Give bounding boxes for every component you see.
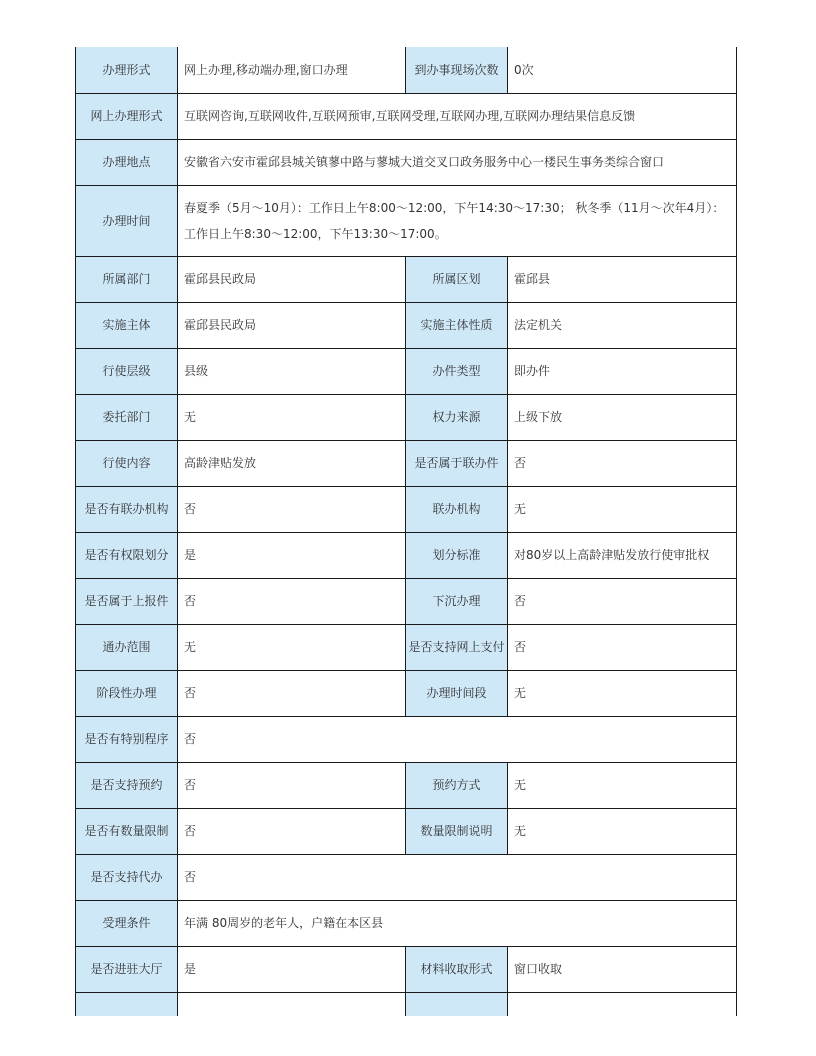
table-row [76, 256, 737, 302]
field-value: 否 [508, 440, 737, 486]
field-label: 通办范围 [76, 624, 178, 670]
field-label: 预约方式 [406, 762, 508, 808]
field-label: 办理时间 [76, 185, 178, 256]
service-info-body [76, 47, 737, 1016]
table-row [76, 578, 737, 624]
field-value: 互联网咨询,互联网收件,互联网预审,互联网受理,互联网办理,互联网办理结果信息反馈 [178, 93, 737, 139]
field-value: 是 [178, 946, 406, 992]
field-value: 高龄津贴发放 [178, 440, 406, 486]
table-row [76, 900, 737, 946]
field-label: 办件类型 [406, 348, 508, 394]
field-label: 是否进驻大厅 [76, 946, 178, 992]
field-label: 办理形式 [76, 47, 178, 93]
field-value: 春夏季（5月～10月）：工作日上午8:00～12:00，下午14:30～17:30； 秋冬季（11月～次年4月）：工作日上午8:30～12:00，下午13:30～17:00。 [178, 185, 737, 256]
field-label: 权力来源 [406, 394, 508, 440]
field-value: 是 [178, 532, 406, 578]
field-value: 县级 [178, 348, 406, 394]
table-row [76, 946, 737, 992]
field-label: 委托部门 [76, 394, 178, 440]
field-value: 窗口收取 [508, 946, 737, 992]
field-label: 所属部门 [76, 256, 178, 302]
table-row [76, 486, 737, 532]
table-row [76, 762, 737, 808]
field-label: 实施主体性质 [406, 302, 508, 348]
field-label: 数量限制说明 [406, 808, 508, 854]
field-label: 是否支持代办 [76, 854, 178, 900]
field-label: 阶段性办理 [76, 670, 178, 716]
field-value: 无 [178, 394, 406, 440]
field-label: 是否有权限划分 [76, 532, 178, 578]
field-value: 否 [178, 762, 406, 808]
field-value [178, 992, 406, 1016]
table-row [76, 532, 737, 578]
field-value: 无 [508, 486, 737, 532]
field-label: 是否属于上报件 [76, 578, 178, 624]
table-row [76, 440, 737, 486]
field-label [76, 992, 178, 1016]
field-value [508, 992, 737, 1016]
field-label: 办理时间段 [406, 670, 508, 716]
field-value: 网上办理,移动端办理,窗口办理 [178, 47, 406, 93]
field-label: 材料收取形式 [406, 946, 508, 992]
field-label: 行使内容 [76, 440, 178, 486]
field-label: 办理地点 [76, 139, 178, 185]
field-value: 对80岁以上高龄津贴发放行使审批权 [508, 532, 737, 578]
field-label: 是否有特别程序 [76, 716, 178, 762]
field-label: 是否属于联办件 [406, 440, 508, 486]
field-label: 网上办理形式 [76, 93, 178, 139]
field-value: 即办件 [508, 348, 737, 394]
field-label: 到办事现场次数 [406, 47, 508, 93]
field-value: 无 [508, 808, 737, 854]
table-row [76, 808, 737, 854]
field-label: 实施主体 [76, 302, 178, 348]
field-value: 否 [508, 624, 737, 670]
table-row [76, 394, 737, 440]
field-value: 0次 [508, 47, 737, 93]
table-row [76, 93, 737, 139]
field-value: 否 [178, 670, 406, 716]
field-value: 否 [178, 808, 406, 854]
field-value: 霍邱县 [508, 256, 737, 302]
field-value: 无 [508, 762, 737, 808]
field-value: 否 [178, 486, 406, 532]
field-value: 法定机关 [508, 302, 737, 348]
table-row [76, 716, 737, 762]
table-row [76, 348, 737, 394]
field-label: 下沉办理 [406, 578, 508, 624]
field-value: 霍邱县民政局 [178, 256, 406, 302]
field-label: 是否有联办机构 [76, 486, 178, 532]
field-label: 是否支持网上支付 [406, 624, 508, 670]
table-row [76, 139, 737, 185]
service-info-table [75, 47, 737, 1016]
field-value: 否 [178, 716, 737, 762]
table-row [76, 854, 737, 900]
field-label [406, 992, 508, 1016]
table-row [76, 992, 737, 1016]
field-label: 联办机构 [406, 486, 508, 532]
field-value: 安徽省六安市霍邱县城关镇蓼中路与蓼城大道交叉口政务服务中心一楼民生事务类综合窗口 [178, 139, 737, 185]
table-row [76, 47, 737, 93]
table-row [76, 302, 737, 348]
field-value: 年满 80周岁的老年人，户籍在本区县 [178, 900, 737, 946]
table-row [76, 624, 737, 670]
field-label: 所属区划 [406, 256, 508, 302]
field-value: 否 [178, 578, 406, 624]
field-value: 霍邱县民政局 [178, 302, 406, 348]
field-value: 否 [508, 578, 737, 624]
table-row [76, 670, 737, 716]
field-value: 上级下放 [508, 394, 737, 440]
field-value: 无 [178, 624, 406, 670]
field-label: 划分标准 [406, 532, 508, 578]
field-label: 是否有数量限制 [76, 808, 178, 854]
table-row [76, 185, 737, 256]
field-value: 无 [508, 670, 737, 716]
field-label: 受理条件 [76, 900, 178, 946]
field-label: 是否支持预约 [76, 762, 178, 808]
field-value: 否 [178, 854, 737, 900]
field-label: 行使层级 [76, 348, 178, 394]
